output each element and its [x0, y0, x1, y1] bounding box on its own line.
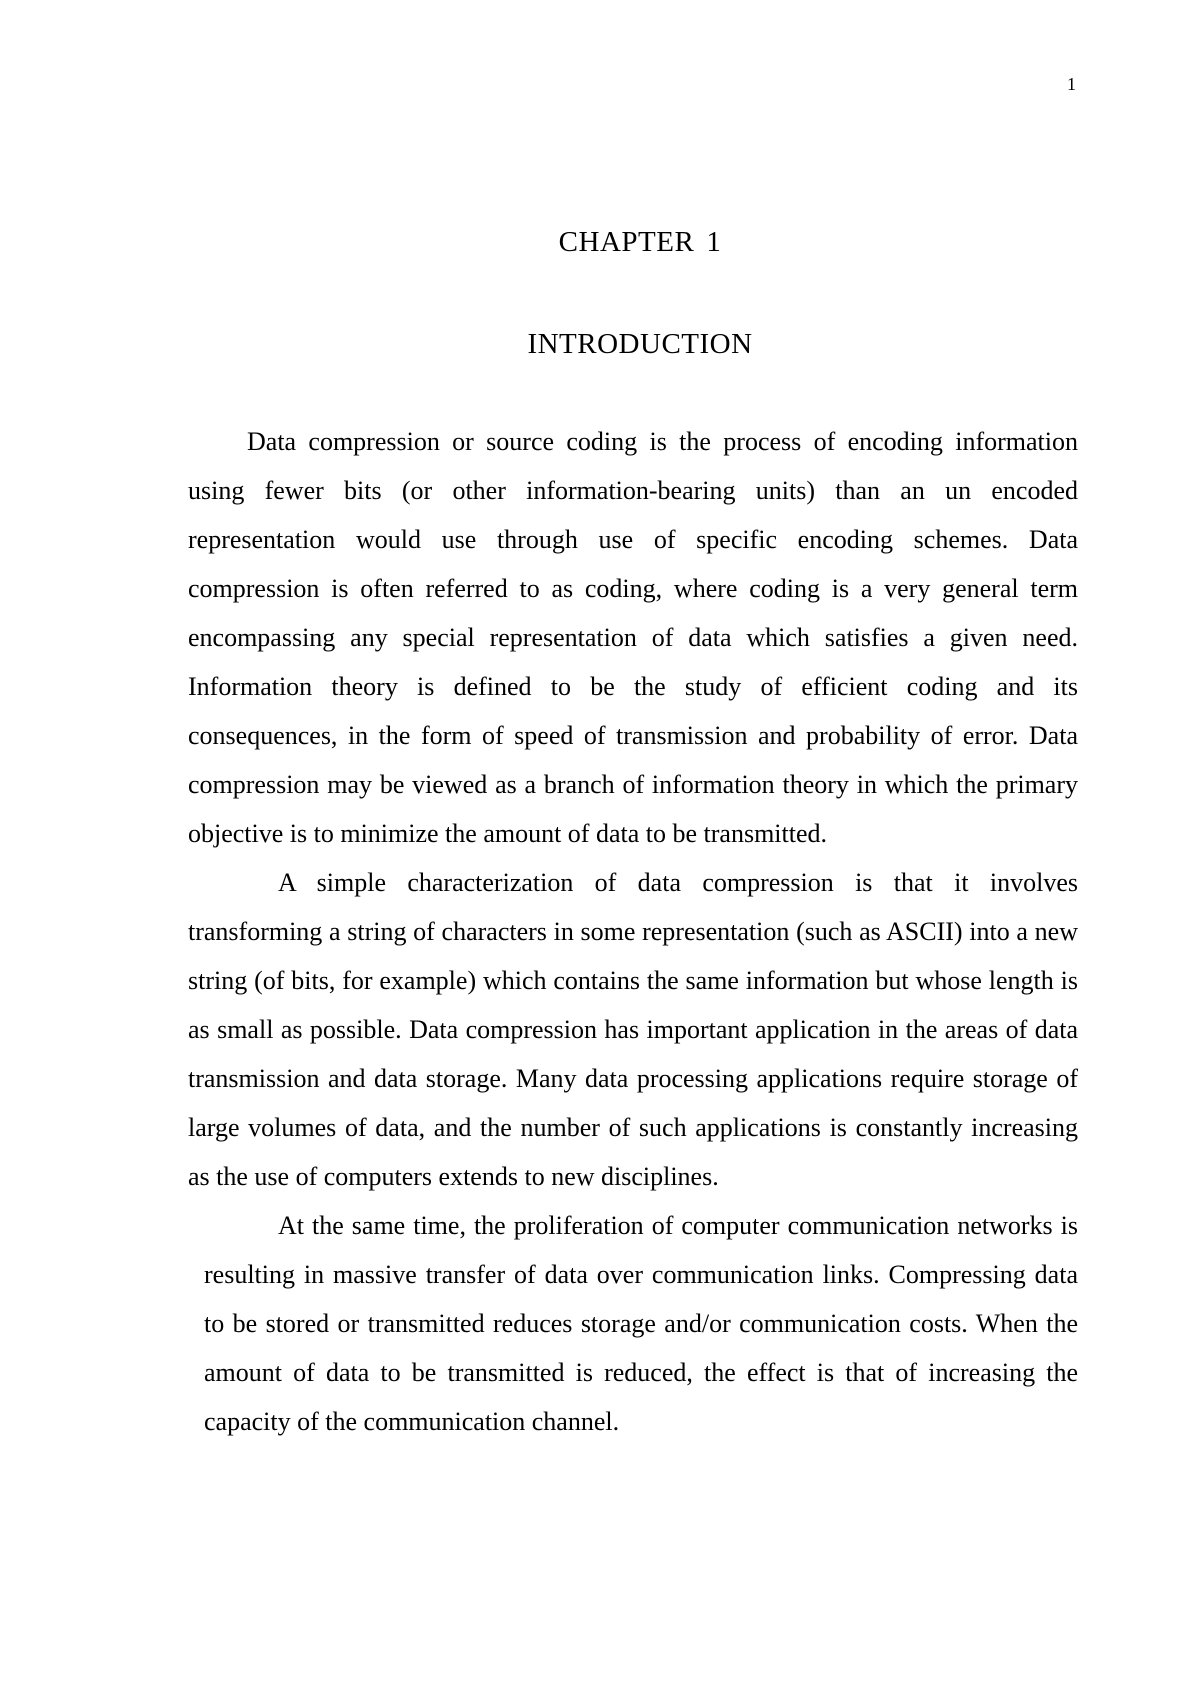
paragraph-3: At the same time, the proliferation of computer communication networks is resulting in massive transfer of data over communication links. Compressing data to be stored or transmitted reduces storage and/or communication costs. When the amount of data to be transmitted is reduced, the effect is that of increasing the capacity of the communication channel. [204, 1211, 1078, 1436]
chapter-label: CHAPTER [558, 226, 695, 258]
paragraph-2: A simple characterization of data compression is that it involves transforming a string of characters in some representation (such as ASCII) into a new string (of bits, for example) which contains the same information but whose length is as small as possible. Data compression has important application in the areas of data transmission and data storage. Many data processing applications require storage of large volumes of data, and the number of such applications is constantly increasing as the use of computers extends to new disciplines. [188, 868, 1078, 1191]
page-number: 1 [1067, 74, 1076, 94]
paragraph-1: Data compression or source coding is the process of encoding information using fewer bits (or other information-bearing units) than an un encoded representation would use through use of specific encoding schemes. Data compression is often referred to as coding, where coding is a very general term encompassing any special representation of data which satisfies a given need. Information theory is defined to be the study of efficient coding and its consequences, in the form of speed of transmission and probability of error. Data compression may be viewed as a branch of information theory in which the primary objective is to minimize the amount of data to be transmitted. [188, 427, 1078, 848]
chapter-number: 1 [706, 226, 722, 258]
chapter-heading [0, 226, 1200, 259]
body-text [188, 417, 1078, 1446]
chapter-title: INTRODUCTION [527, 328, 753, 360]
